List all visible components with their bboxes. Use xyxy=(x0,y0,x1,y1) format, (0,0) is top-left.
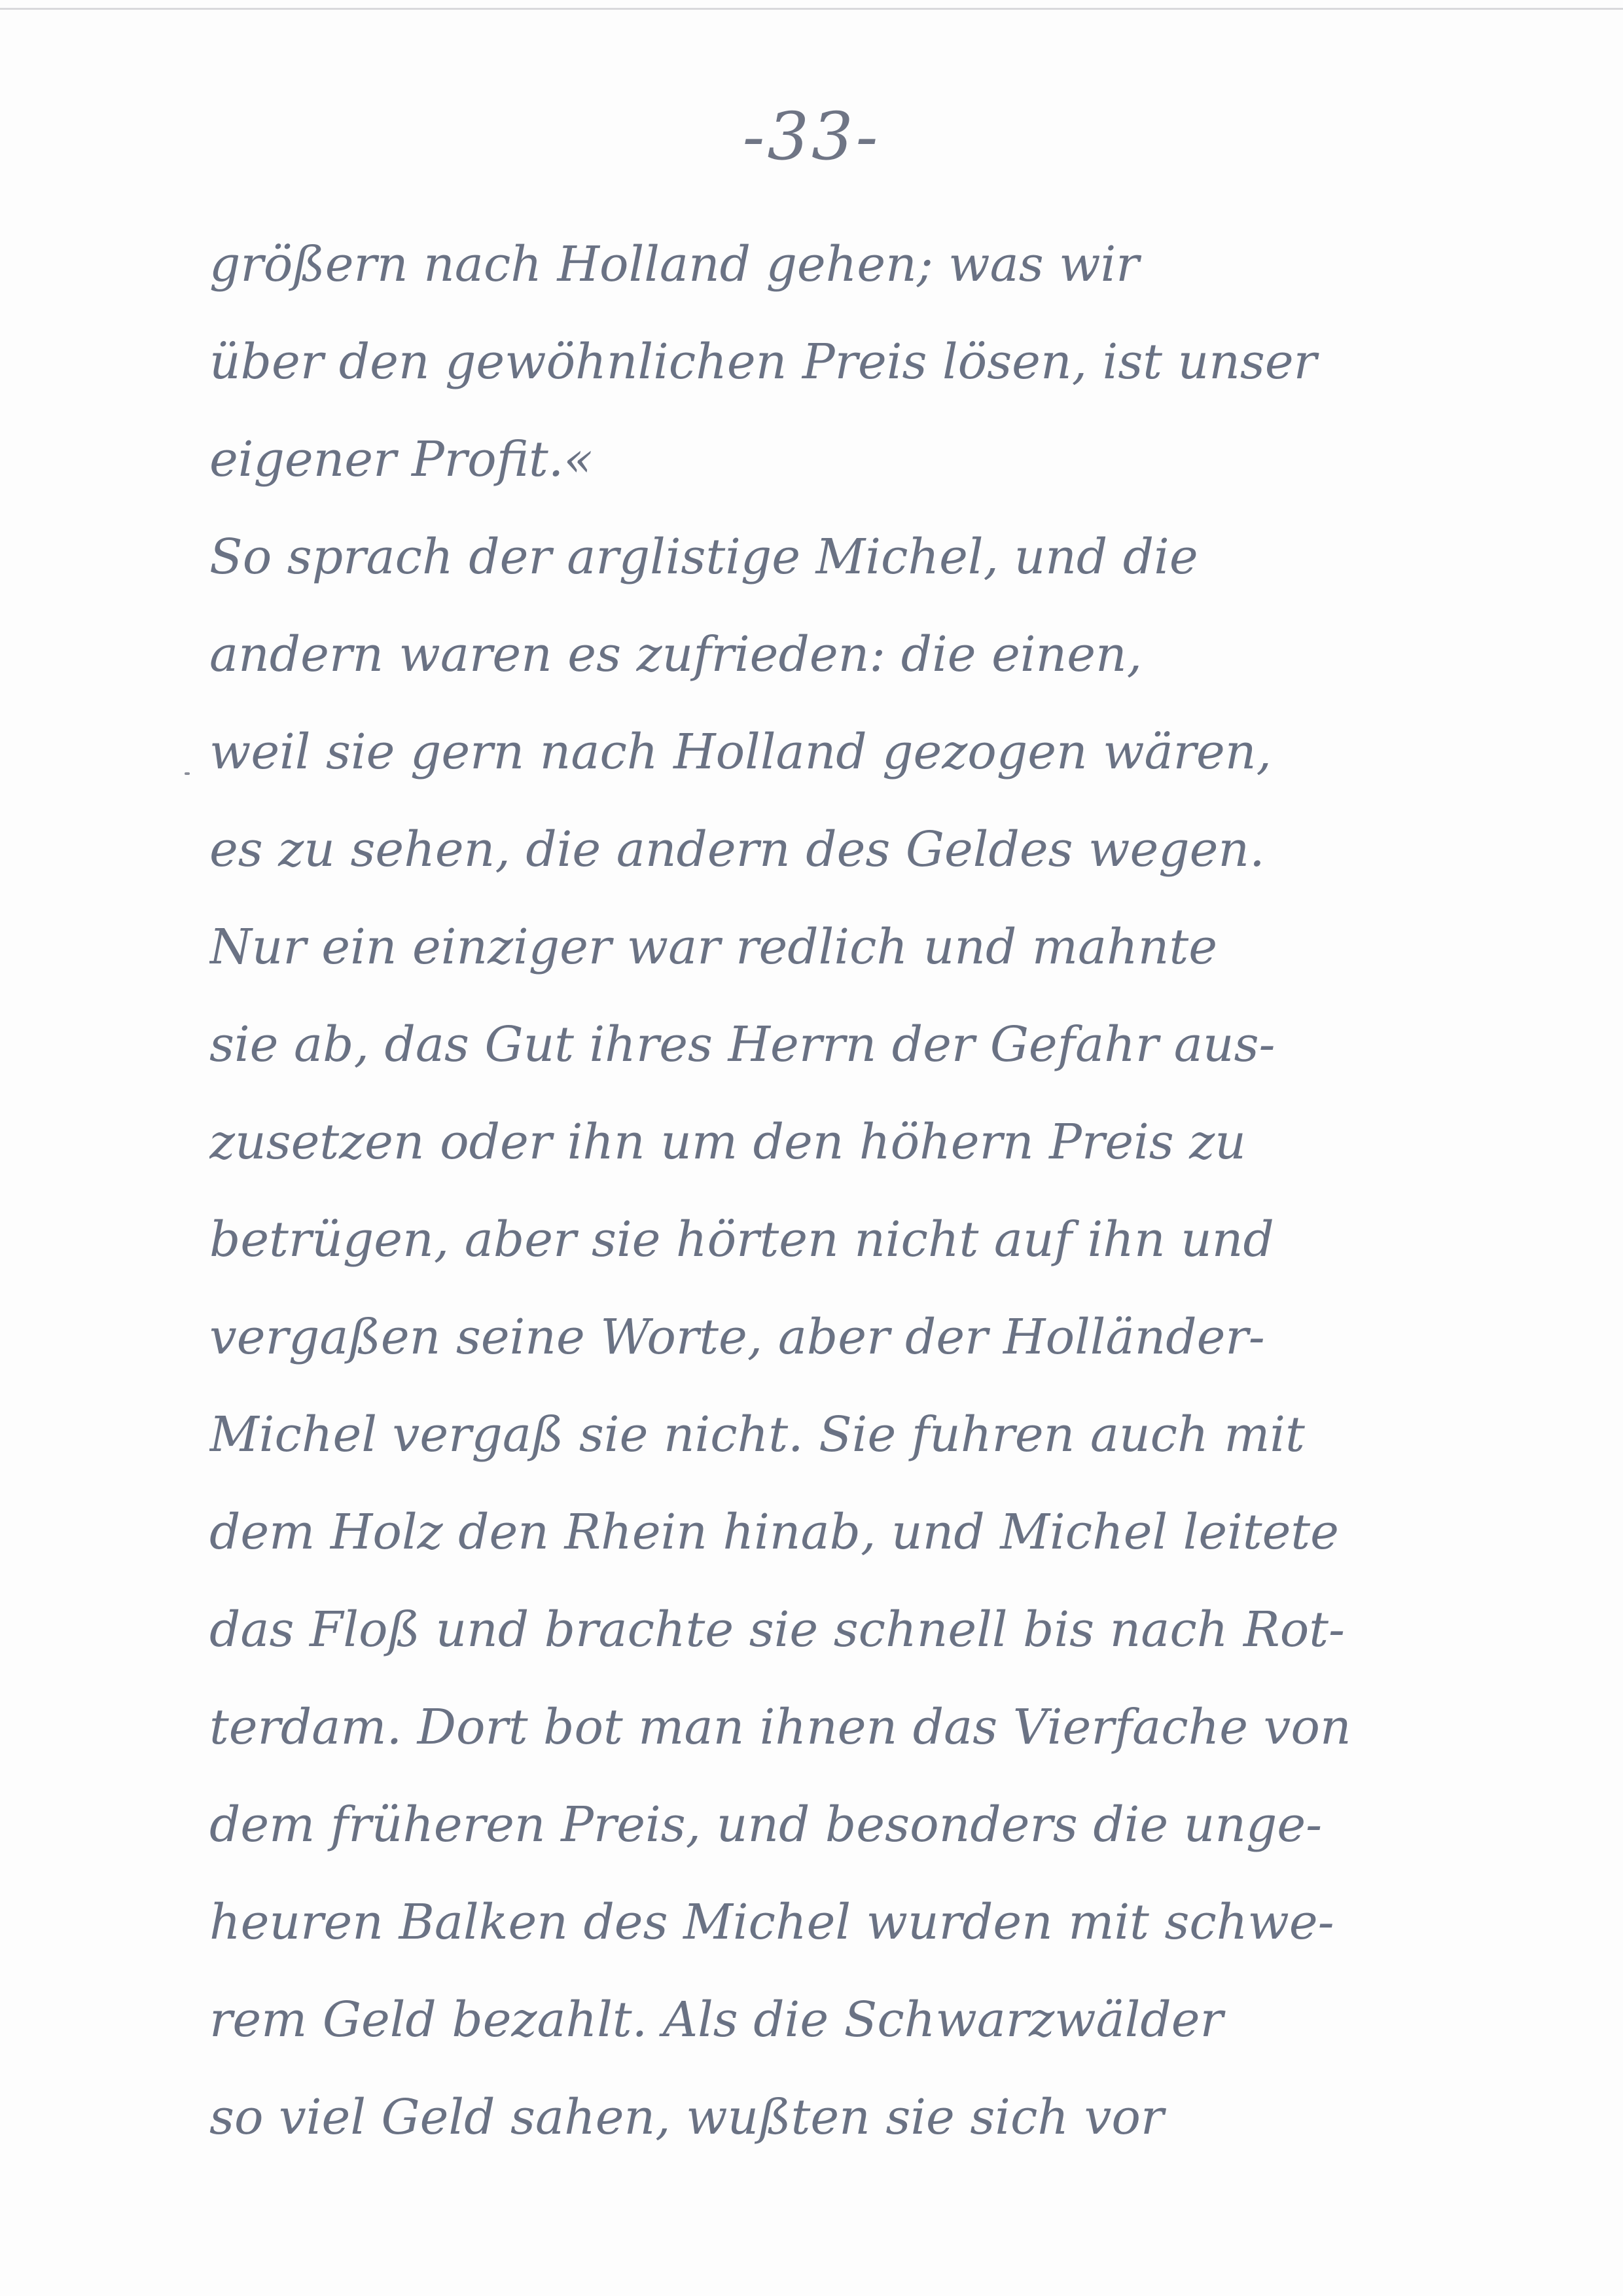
text-line-14: dem Holz den Rhein hinab, und Michel leitete xyxy=(209,1504,1339,1560)
text-line-20: so viel Geld sahen, wußten sie sich vor xyxy=(209,2089,1164,2145)
text-line-17: dem früheren Preis, und besonders die unge- xyxy=(209,1797,1323,1853)
text-line-3: eigener Profit.« xyxy=(209,431,594,488)
text-line-9: sie ab, das Gut ihres Herrn der Gefahr aus- xyxy=(209,1016,1275,1073)
text-line-15: das Floß und brachte sie schnell bis nach Rot- xyxy=(209,1602,1346,1658)
text-line-16: terdam. Dort bot man ihnen das Vierfache von xyxy=(209,1699,1351,1755)
text-line-13: Michel vergaß sie nicht. Sie fuhren auch mit xyxy=(209,1407,1305,1463)
text-line-7: es zu sehen, die andern des Geldes wegen. xyxy=(209,821,1265,878)
scan-edge-line xyxy=(0,8,1623,10)
text-line-10: zusetzen oder ihn um den höhern Preis zu xyxy=(209,1114,1246,1170)
text-line-1: größern nach Holland gehen; was wir xyxy=(209,236,1139,293)
text-line-5: andern waren es zufrieden: die einen, xyxy=(209,626,1143,683)
margin-ink-mark xyxy=(185,772,190,775)
text-line-8: Nur ein einziger war redlich und mahnte xyxy=(209,919,1217,975)
text-line-11: betrügen, aber sie hörten nicht auf ihn und xyxy=(209,1211,1274,1268)
text-line-4: So sprach der arglistige Michel, und die xyxy=(209,529,1198,585)
text-line-12: vergaßen seine Worte, aber der Holländer- xyxy=(209,1309,1265,1365)
page-number: -33- xyxy=(742,98,881,175)
text-line-6: weil sie gern nach Holland gezogen wären, xyxy=(209,724,1272,780)
text-line-2: über den gewöhnlichen Preis lösen, ist unser xyxy=(209,334,1317,390)
handwritten-text-body xyxy=(209,216,1453,2166)
text-line-18: heuren Balken des Michel wurden mit schwe- xyxy=(209,1894,1334,1950)
text-line-19: rem Geld bezahlt. Als die Schwarzwälder xyxy=(209,1992,1223,2048)
